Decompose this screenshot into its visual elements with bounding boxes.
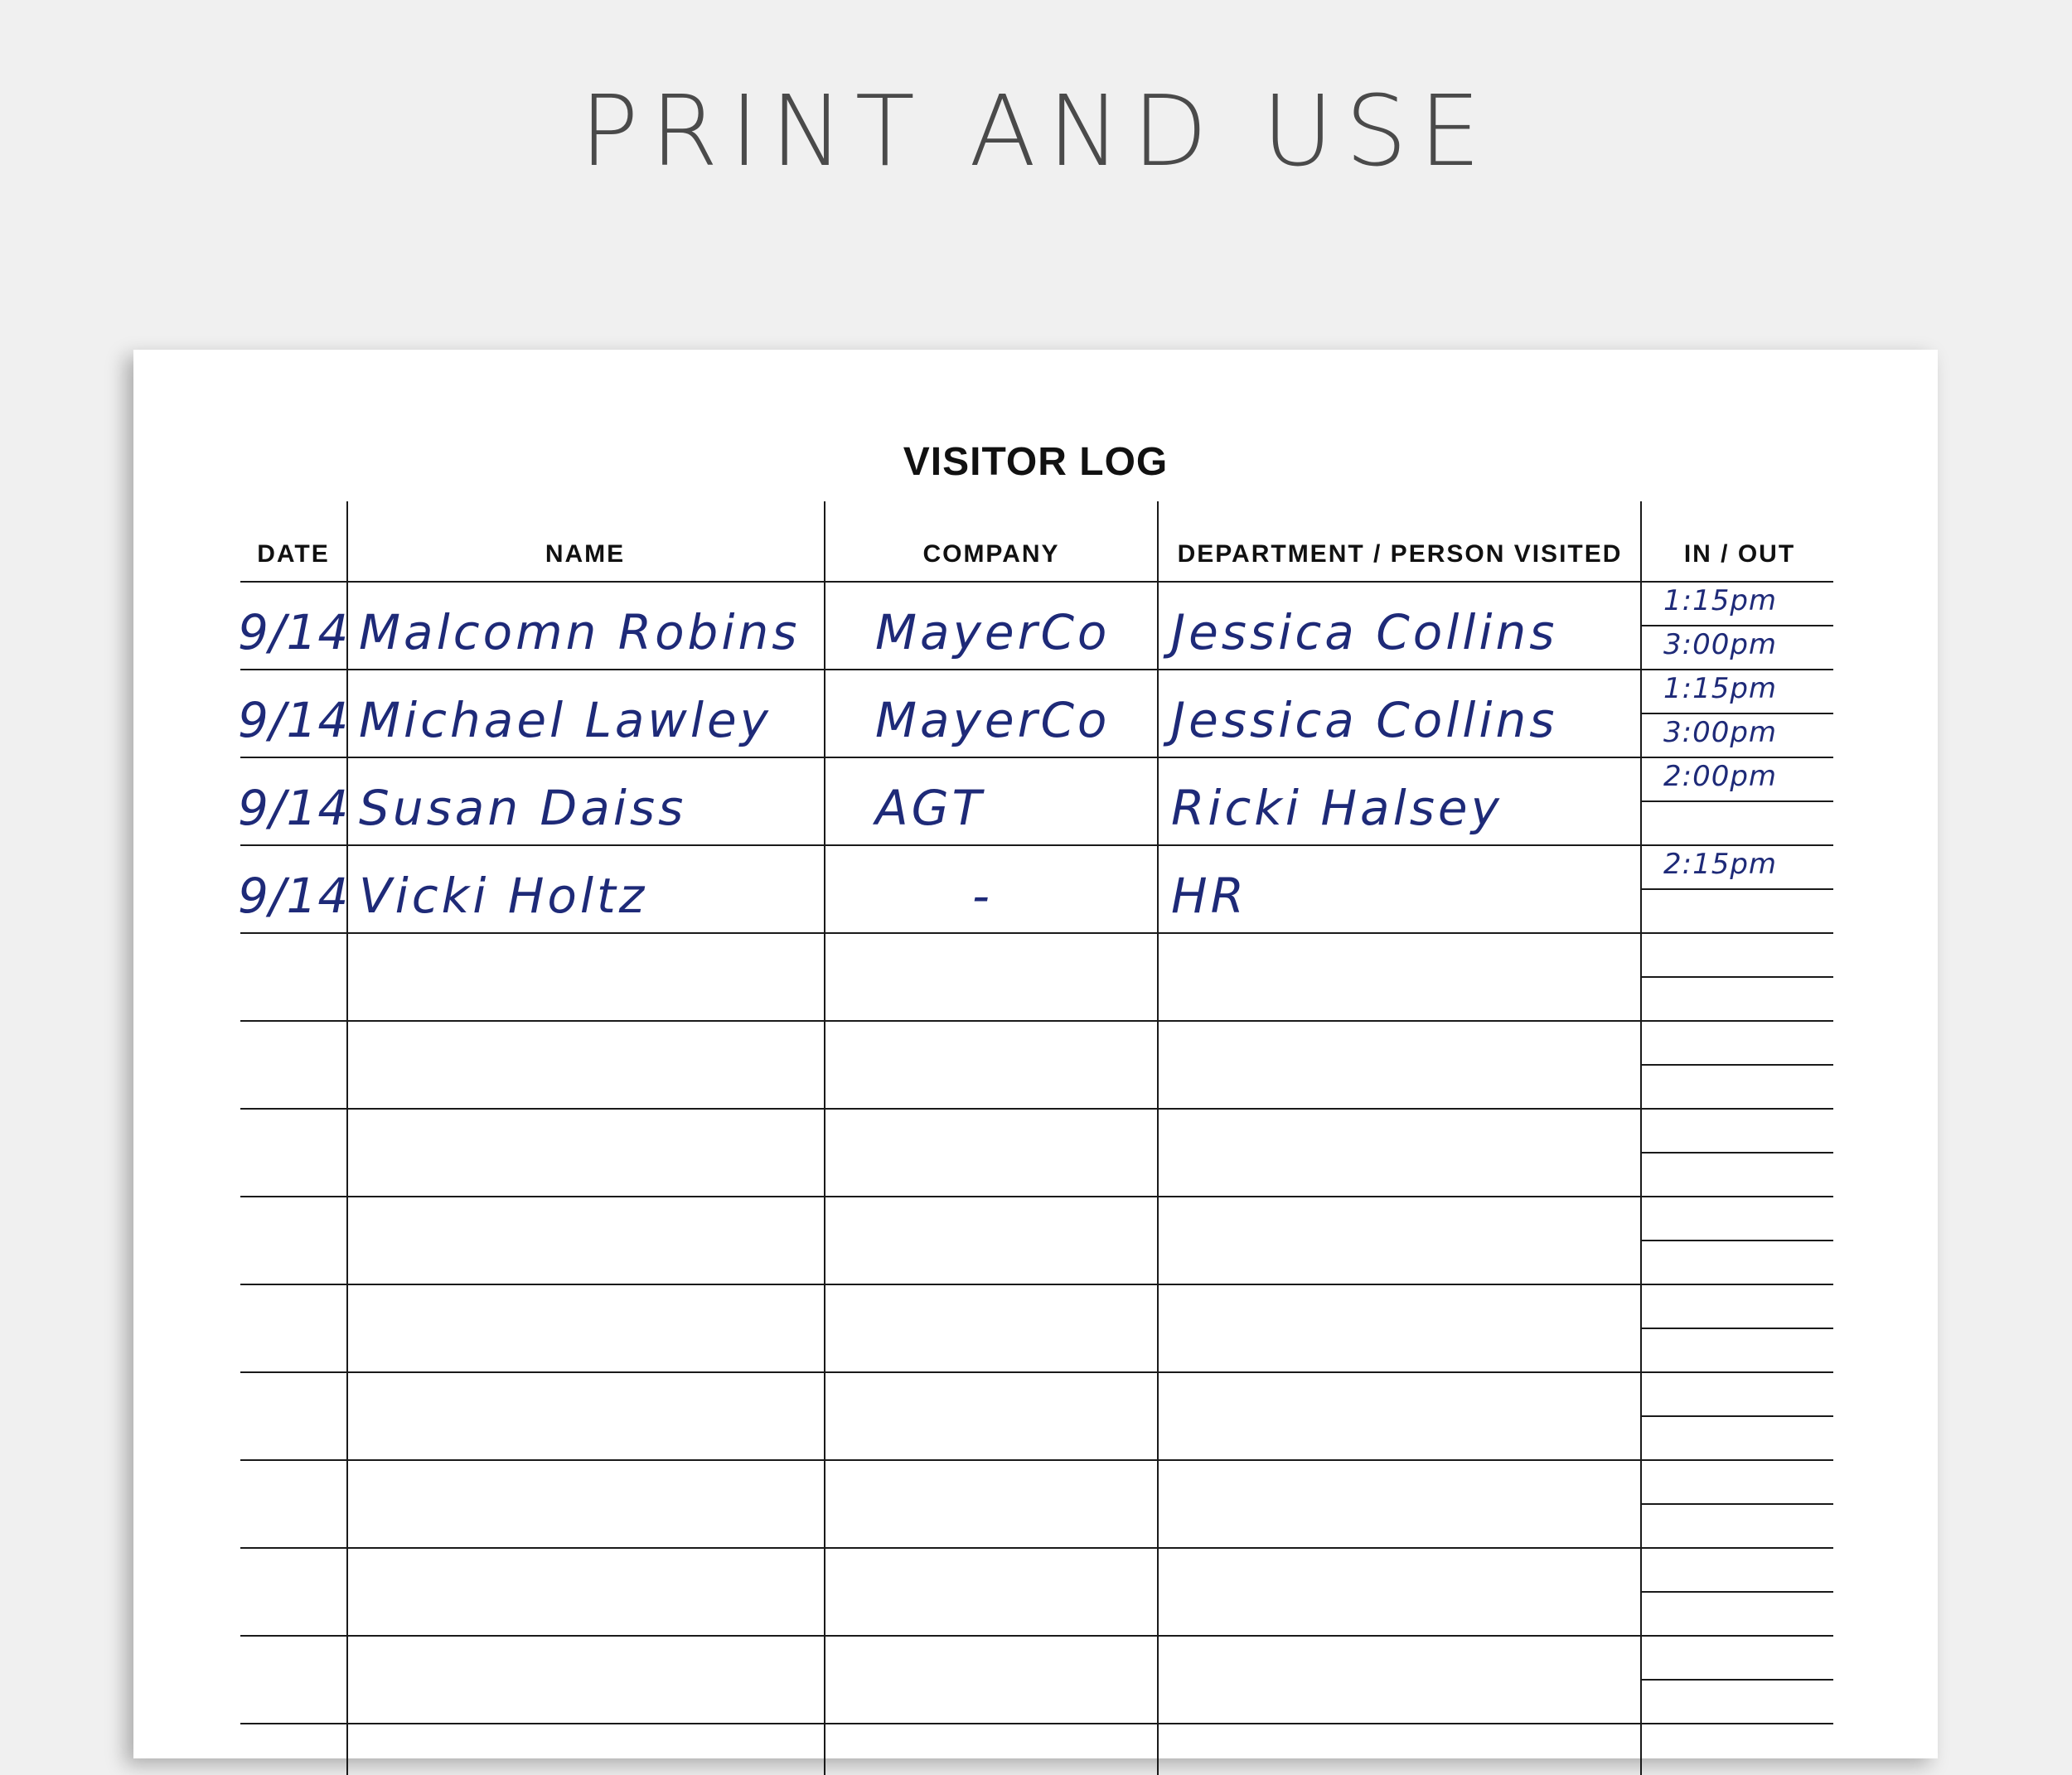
in-out-divider	[1640, 1591, 1833, 1593]
in-out-divider	[1640, 1328, 1833, 1329]
column-header-department: DEPARTMENT / PERSON VISITED	[1177, 540, 1623, 568]
entry-time-out: 3:00pm	[1663, 628, 1778, 661]
in-out-divider	[1640, 625, 1833, 626]
banner-title: PRINT AND USE	[579, 74, 1493, 188]
column-header-name: NAME	[545, 540, 626, 568]
entry-name: Vicki Holtz	[359, 868, 648, 924]
row-divider	[240, 1635, 1833, 1637]
entry-date: 9/14	[238, 692, 350, 748]
in-out-divider	[1640, 1064, 1833, 1066]
entry-time-in: 2:15pm	[1663, 848, 1778, 881]
column-divider	[824, 501, 825, 1775]
in-out-divider	[1640, 1415, 1833, 1417]
row-divider	[240, 1547, 1833, 1549]
entry-time-in: 2:00pm	[1663, 760, 1778, 793]
sheet-title: VISITOR LOG	[903, 440, 1169, 484]
in-out-divider	[1640, 800, 1833, 802]
row-divider	[240, 932, 1833, 934]
in-out-divider	[1640, 1679, 1833, 1681]
visitor-log-sheet	[133, 350, 1938, 1758]
column-divider	[1157, 501, 1159, 1775]
entry-date: 9/14	[238, 868, 350, 924]
row-divider	[240, 1459, 1833, 1461]
entry-time-in: 1:15pm	[1663, 672, 1778, 705]
row-divider	[240, 1284, 1833, 1285]
column-header-company: COMPANY	[922, 540, 1060, 568]
entry-date: 9/14	[238, 780, 350, 836]
entry-department: Ricki Halsey	[1171, 780, 1503, 836]
entry-name: Susan Daiss	[359, 780, 687, 836]
entry-time-in: 1:15pm	[1663, 584, 1778, 617]
entry-name: Michael Lawley	[359, 692, 772, 748]
row-divider	[240, 844, 1833, 846]
row-divider	[240, 1371, 1833, 1373]
in-out-divider	[1640, 1240, 1833, 1241]
entry-company: MayerCo	[875, 692, 1111, 748]
in-out-divider	[1640, 713, 1833, 714]
row-divider	[240, 1020, 1833, 1022]
row-divider	[240, 669, 1833, 670]
entry-department: Jessica Collins	[1171, 692, 1558, 748]
entry-company: AGT	[875, 780, 985, 836]
in-out-divider	[1640, 976, 1833, 978]
column-divider	[1640, 501, 1642, 1775]
in-out-divider	[1640, 1503, 1833, 1505]
column-header-in-out: IN / OUT	[1683, 540, 1796, 568]
in-out-divider	[1640, 888, 1833, 890]
entry-department: Jessica Collins	[1171, 604, 1558, 660]
entry-company: -	[972, 868, 993, 924]
entry-date: 9/14	[238, 604, 350, 660]
row-divider	[240, 1108, 1833, 1110]
row-divider	[240, 757, 1833, 758]
column-header-date: DATE	[257, 540, 330, 568]
row-divider	[240, 1723, 1833, 1724]
in-out-divider	[1640, 1152, 1833, 1154]
entry-company: MayerCo	[875, 604, 1111, 660]
entry-department: HR	[1171, 868, 1247, 924]
entry-name: Malcomn Robins	[359, 604, 801, 660]
row-divider	[240, 1196, 1833, 1197]
row-divider	[240, 581, 1833, 583]
entry-time-out: 3:00pm	[1663, 716, 1778, 749]
